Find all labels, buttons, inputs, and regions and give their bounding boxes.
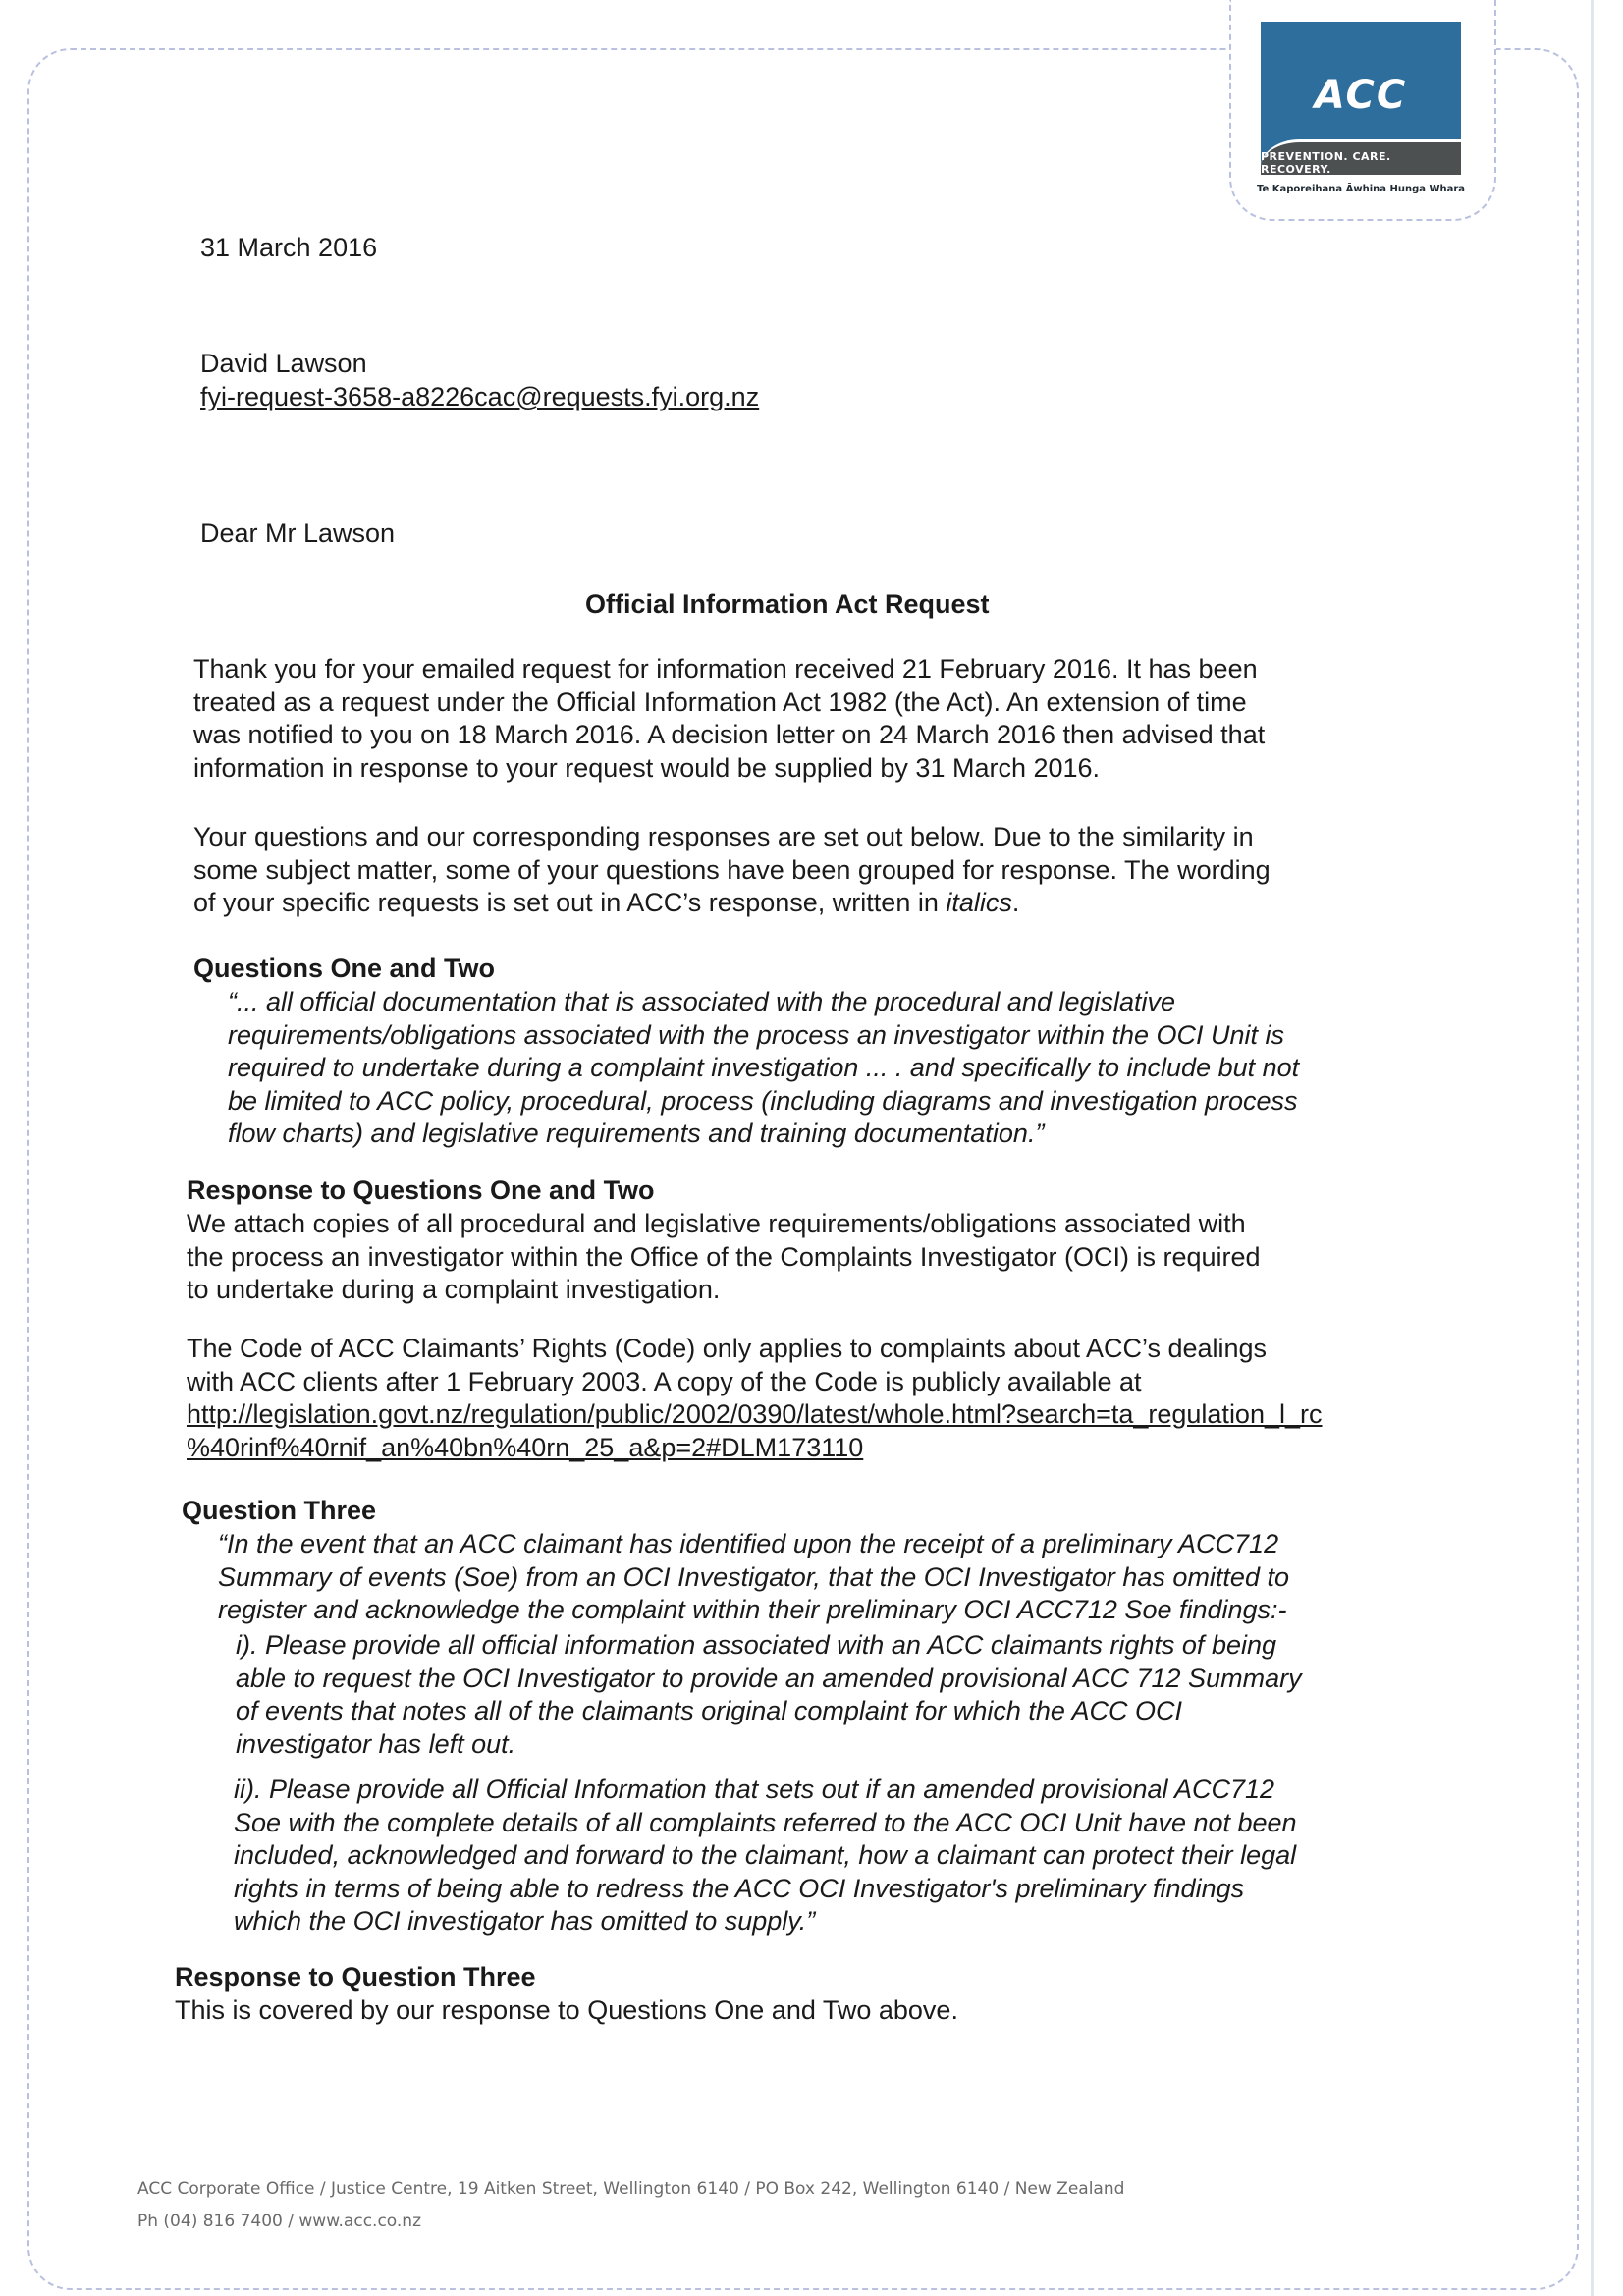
italics-word: italics bbox=[946, 888, 1012, 917]
quote-line: i). Please provide all official information associated with an ACC claimants rights of being bbox=[236, 1630, 1277, 1660]
section-heading-response-q1-q2: Response to Questions One and Two bbox=[187, 1175, 655, 1205]
footer-address: ACC Corporate Office / Justice Centre, 19 Aitken Street, Wellington 6140 / PO Box 242, Wellington 6140 / New Zealand bbox=[137, 2179, 1125, 2199]
recipient-email-link[interactable]: fyi-request-3658-a8226cac@requests.fyi.org.nz bbox=[200, 382, 760, 411]
footer-contact: Ph (04) 816 7400 / www.acc.co.nz bbox=[137, 2212, 421, 2231]
response-q3-body: This is covered by our response to Questions One and Two above. bbox=[175, 1995, 958, 2025]
section-heading-response-q3: Response to Question Three bbox=[175, 1962, 536, 1992]
structure-line bbox=[193, 887, 1416, 920]
quote-q3-item-i bbox=[236, 1629, 1409, 1761]
quote-line: rights in terms of being able to redress the ACC OCI Investigator's preliminary findings bbox=[234, 1873, 1245, 1903]
quote-q3-item-ii bbox=[234, 1774, 1407, 1939]
body-line: We attach copies of all procedural and legislative requirements/obligations associated with bbox=[187, 1209, 1246, 1238]
response-q1-q2-body bbox=[187, 1208, 1414, 1307]
intro-paragraph bbox=[193, 653, 1416, 785]
maori-name: Te Kaporeihana Āwhina Hunga Whara bbox=[1256, 184, 1466, 194]
code-paragraph bbox=[187, 1333, 1414, 1464]
quote-line: ii). Please provide all Official Information that sets out if an amended provisional ACC712 bbox=[234, 1775, 1275, 1804]
structure-paragraph bbox=[193, 821, 1416, 920]
logo-tagline-band bbox=[1261, 139, 1461, 175]
quote-line: Soe with the complete details of all complaints referred to the ACC OCI Unit have not been bbox=[234, 1807, 1297, 1837]
quote-line: register and acknowledge the complaint within their preliminary OCI ACC712 Soe findings:- bbox=[218, 1595, 1287, 1624]
quote-q1-q2 bbox=[228, 986, 1406, 1151]
letter-date: 31 March 2016 bbox=[200, 233, 378, 262]
acc-logo-text: ACC bbox=[1314, 73, 1408, 118]
structure-line: some subject matter, some of your questions have been grouped for response. The wording bbox=[193, 854, 1271, 885]
recipient-name: David Lawson bbox=[200, 349, 367, 378]
quote-line: be limited to ACC policy, procedural, process (including diagrams and investigation process bbox=[228, 1085, 1298, 1116]
body-line: the process an investigator within the Office of the Complaints Investigator (OCI) is required bbox=[187, 1241, 1261, 1272]
quote-line: “... all official documentation that is associated with the procedural and legislative bbox=[228, 987, 1176, 1016]
code-link-line[interactable]: %40rinf%40rnif_an%40bn%40rn_25_a&p=2#DLM173110 bbox=[187, 1432, 864, 1462]
quote-line: “In the event that an ACC claimant has identified upon the receipt of a preliminary ACC712 bbox=[218, 1529, 1279, 1558]
salutation: Dear Mr Lawson bbox=[200, 519, 396, 548]
quote-line: included, acknowledged and forward to the claimant, how a claimant can protect their legal bbox=[234, 1840, 1297, 1870]
code-line: The Code of ACC Claimants’ Rights (Code) only applies to complaints about ACC’s dealings bbox=[187, 1334, 1268, 1363]
code-line: with ACC clients after 1 February 2003. A copy of the Code is publicly available at bbox=[187, 1366, 1142, 1396]
quote-line: of events that notes all of the claimants original complaint for which the ACC OCI bbox=[236, 1696, 1182, 1725]
section-heading-q3: Question Three bbox=[182, 1496, 377, 1525]
structure-line-text: of your specific requests is set out in ACC’s response, written in bbox=[193, 888, 947, 917]
quote-line: required to undertake during a complaint investigation ... . and specifically to include but not bbox=[228, 1053, 1300, 1082]
page-edge bbox=[1591, 0, 1594, 2296]
quote-line: which the OCI investigator has omitted to supply.” bbox=[234, 1906, 816, 1936]
structure-line-end: . bbox=[1011, 888, 1020, 917]
quote-line: able to request the OCI Investigator to provide an amended provisional ACC 712 Summary bbox=[236, 1663, 1302, 1693]
body-line: to undertake during a complaint investigation. bbox=[187, 1275, 721, 1304]
intro-line: was notified to you on 18 March 2016. A decision letter on 24 March 2016 then advised that bbox=[193, 720, 1266, 749]
logo-tagline: PREVENTION. CARE. RECOVERY. bbox=[1261, 150, 1391, 175]
structure-line: Your questions and our corresponding responses are set out below. Due to the similarity in bbox=[193, 822, 1254, 851]
intro-line: Thank you for your emailed request for information received 21 February 2016. It has been bbox=[193, 654, 1258, 683]
quote-line: Summary of events (Soe) from an OCI Investigator, that the OCI Investigator has omitted to bbox=[218, 1561, 1289, 1592]
quote-line: investigator has left out. bbox=[236, 1728, 516, 1759]
quote-q3 bbox=[218, 1528, 1406, 1627]
intro-line: information in response to your request would be supplied by 31 March 2016. bbox=[193, 752, 1101, 783]
quote-line: requirements/obligations associated with the process an investigator within the OCI Unit is bbox=[228, 1019, 1285, 1050]
acc-logo bbox=[1261, 22, 1461, 175]
intro-line: treated as a request under the Official Information Act 1982 (the Act). An extension of time bbox=[193, 686, 1247, 717]
code-link-line[interactable]: http://legislation.govt.nz/regulation/public/2002/0390/latest/whole.html?search=ta_regulation_l_rc bbox=[187, 1399, 1323, 1429]
letter-subject: Official Information Act Request bbox=[585, 589, 990, 619]
section-heading-q1-q2: Questions One and Two bbox=[193, 954, 496, 983]
quote-line: flow charts) and legislative requirements and training documentation.” bbox=[228, 1119, 1045, 1148]
